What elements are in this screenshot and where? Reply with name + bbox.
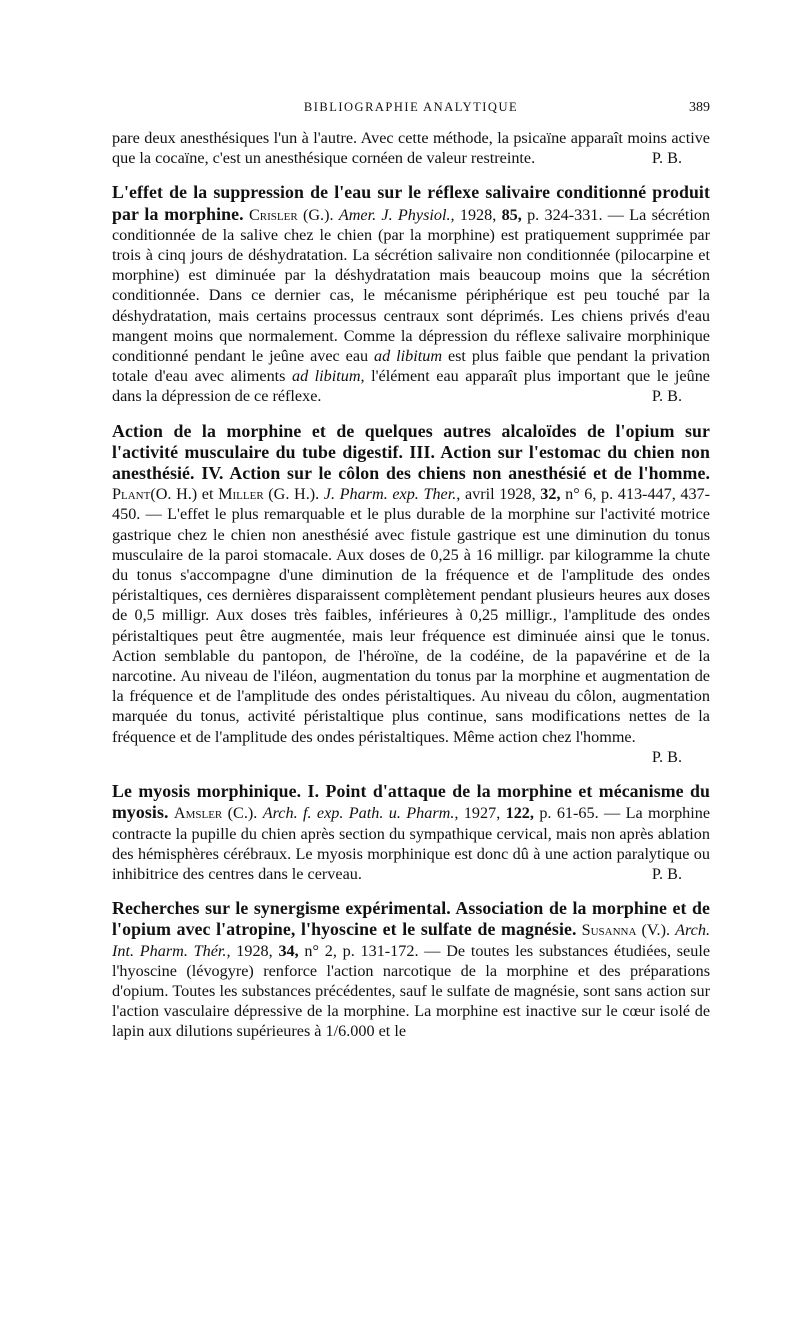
- author-name: Miller: [218, 485, 264, 504]
- document-page: [112, 96, 710, 1042]
- author-name: Plant: [112, 485, 151, 504]
- abstract-text: — La morphine contracte la pupille du chien après section du sympathique cervical, mais non après ablation des hémisphères cérébraux. Le myosis morphinique est donc dû à une action paralytique ou inhibitrice des centres dans le cerveau.: [112, 804, 711, 883]
- signature: P. B.: [651, 149, 682, 168]
- abstract-text: l'élément eau apparaît plus important que le jeûne dans la dépression de ce réflexe.: [112, 367, 710, 406]
- abstract-italic: ad libitum,: [291, 367, 365, 386]
- author-initials: (G.).: [302, 205, 334, 224]
- article-title: Action de la morphine et de quelques autres alcaloïdes de l'opium sur l'activité musculaire du tube digestif. III. Action sur l'estomac du chien non anesthésié. IV. Action sur le côlon des chiens non anesthésié et de l'homme.: [112, 420, 710, 484]
- author-name: Amsler: [173, 804, 223, 823]
- author-name: Crisler: [248, 205, 298, 224]
- volume: 34,: [278, 941, 299, 960]
- journal-name: J. Pharm. exp. Ther.,: [323, 485, 461, 504]
- volume: 85,: [501, 205, 522, 224]
- article-entry: [112, 182, 710, 406]
- signature: P. B.: [651, 747, 682, 766]
- abstract-italic: ad libitum: [374, 347, 443, 366]
- journal-name: Arch. Int. Pharm. Thér.,: [112, 921, 711, 960]
- intro-text: pare deux anesthésiques l'un à l'autre. Avec cette méthode, la psicaïne apparaît moins active que la cocaïne, c'est un anesthésique cornéen de valeur restreinte.: [112, 129, 710, 168]
- abstract-text: — La sécrétion conditionnée de la salive chez le chien (par la morphine) est pratiquement supprimée par trois à cinq jours de déshydratation. La sécrétion salivaire non conditionnée (pilocarpine et morphine) est diminuée par la déshydratation mais beaucoup moins que la sécrétion conditionnée. Dans ce dernier cas, le mécanisme périphérique est peu touché par la déshydratation, mais certains processus centraux sont déprimés. Les chiens privés d'eau mangent moins que normalement. Comme la dépression du réflexe salivaire morphinique conditionné pendant le jeûne avec eau: [112, 205, 711, 366]
- journal-name: Amer. J. Physiol.,: [338, 205, 455, 224]
- volume: 32,: [540, 485, 561, 504]
- abstract-text: — L'effet le plus remarquable et le plus durable de la morphine sur l'activité motrice gastrique chez le chien non anesthésié avec fistule gastrique est une diminution du tonus musculaire de la paroi stomacale. Aux doses de 0,25 à 16 milligr. par kilogramme la chute du tonus s'accompagne d'une diminution de la fréquence et de l'amplitude des ondes péristaltiques, ces dernières disparaissent complètement pendant plusieurs heures aux doses de 0,5 milligr. Aux doses très faibles, inférieures à 0,25 milligr., l'amplitude des ondes péristaltiques peut être augmentée, mais leur fréquence est diminuée ainsi que le tonus. Action semblable du pantopon, de l'héroïne, de la codéine, de la papavérine et de la narcotine. Au niveau de l'iléon, augmentation du tonus par la morphine et augmentation de la fréquence et de l'amplitude des ondes péristaltiques. Au niveau du côlon, augmentation marquée du tonus, activité péristaltique plus continue, sans modifications nettes de la fréquence et de l'amplitude des ondes péristaltiques. Même action chez l'homme.: [112, 505, 710, 746]
- running-header: [112, 96, 710, 118]
- year: 1927,: [463, 804, 501, 823]
- abstract-text: est plus faible que pendant la privation totale d'eau avec aliments: [112, 347, 711, 386]
- year: 1928,: [459, 205, 497, 224]
- author-initials: (G. H.).: [268, 485, 320, 504]
- article-title: Le myosis morphinique. I. Point d'attaque de la morphine et mécanisme du myosis.: [112, 781, 710, 823]
- pages: n° 6, p. 413-447, 437-450.: [112, 485, 711, 524]
- page-number: 389: [689, 100, 710, 115]
- journal-name: Arch. f. exp. Path. u. Pharm.,: [262, 804, 459, 823]
- pages: p. 324-331.: [527, 205, 603, 224]
- author-initials: (V.).: [641, 921, 671, 940]
- year: 1928,: [236, 941, 273, 960]
- volume: 122,: [505, 804, 534, 823]
- running-title: BIBLIOGRAPHIE ANALYTIQUE: [303, 100, 519, 114]
- pages: n° 2, p. 131-172.: [304, 941, 419, 960]
- author-initials: (C.).: [227, 804, 258, 823]
- signature: P. B.: [651, 387, 682, 406]
- article-title: Recherches sur le synergisme expérimental. Association de la morphine et de l'opium avec l'atropine, l'hyoscine et le sulfate de magnésie.: [112, 898, 710, 940]
- abstract-text: — De toutes les substances étudiées, seule l'hyoscine (lévogyre) renforce l'action narcotique de la morphine et des préparations d'opium. Toutes les substances précédentes, sauf le sulfate de magnésie, sont sans action sur l'action vasculaire dépressive de la morphine. La morphine est inactive sur le cœur isolé de lapin aux dilutions supérieures à 1/6.000 et le: [112, 941, 711, 1041]
- date: avril 1928,: [464, 485, 536, 504]
- article-entry: [112, 781, 710, 884]
- article-title: L'effet de la suppression de l'eau sur le réflexe salivaire conditionné produit par la morphine.: [112, 182, 710, 224]
- article-entry: [112, 898, 710, 1041]
- pages: p. 61-65.: [539, 804, 599, 823]
- signature: P. B.: [651, 864, 682, 883]
- author-initials: (O. H.) et: [150, 485, 214, 504]
- author-name: Susanna: [581, 921, 637, 940]
- article-entry: [112, 421, 710, 767]
- intro-paragraph: [112, 128, 710, 168]
